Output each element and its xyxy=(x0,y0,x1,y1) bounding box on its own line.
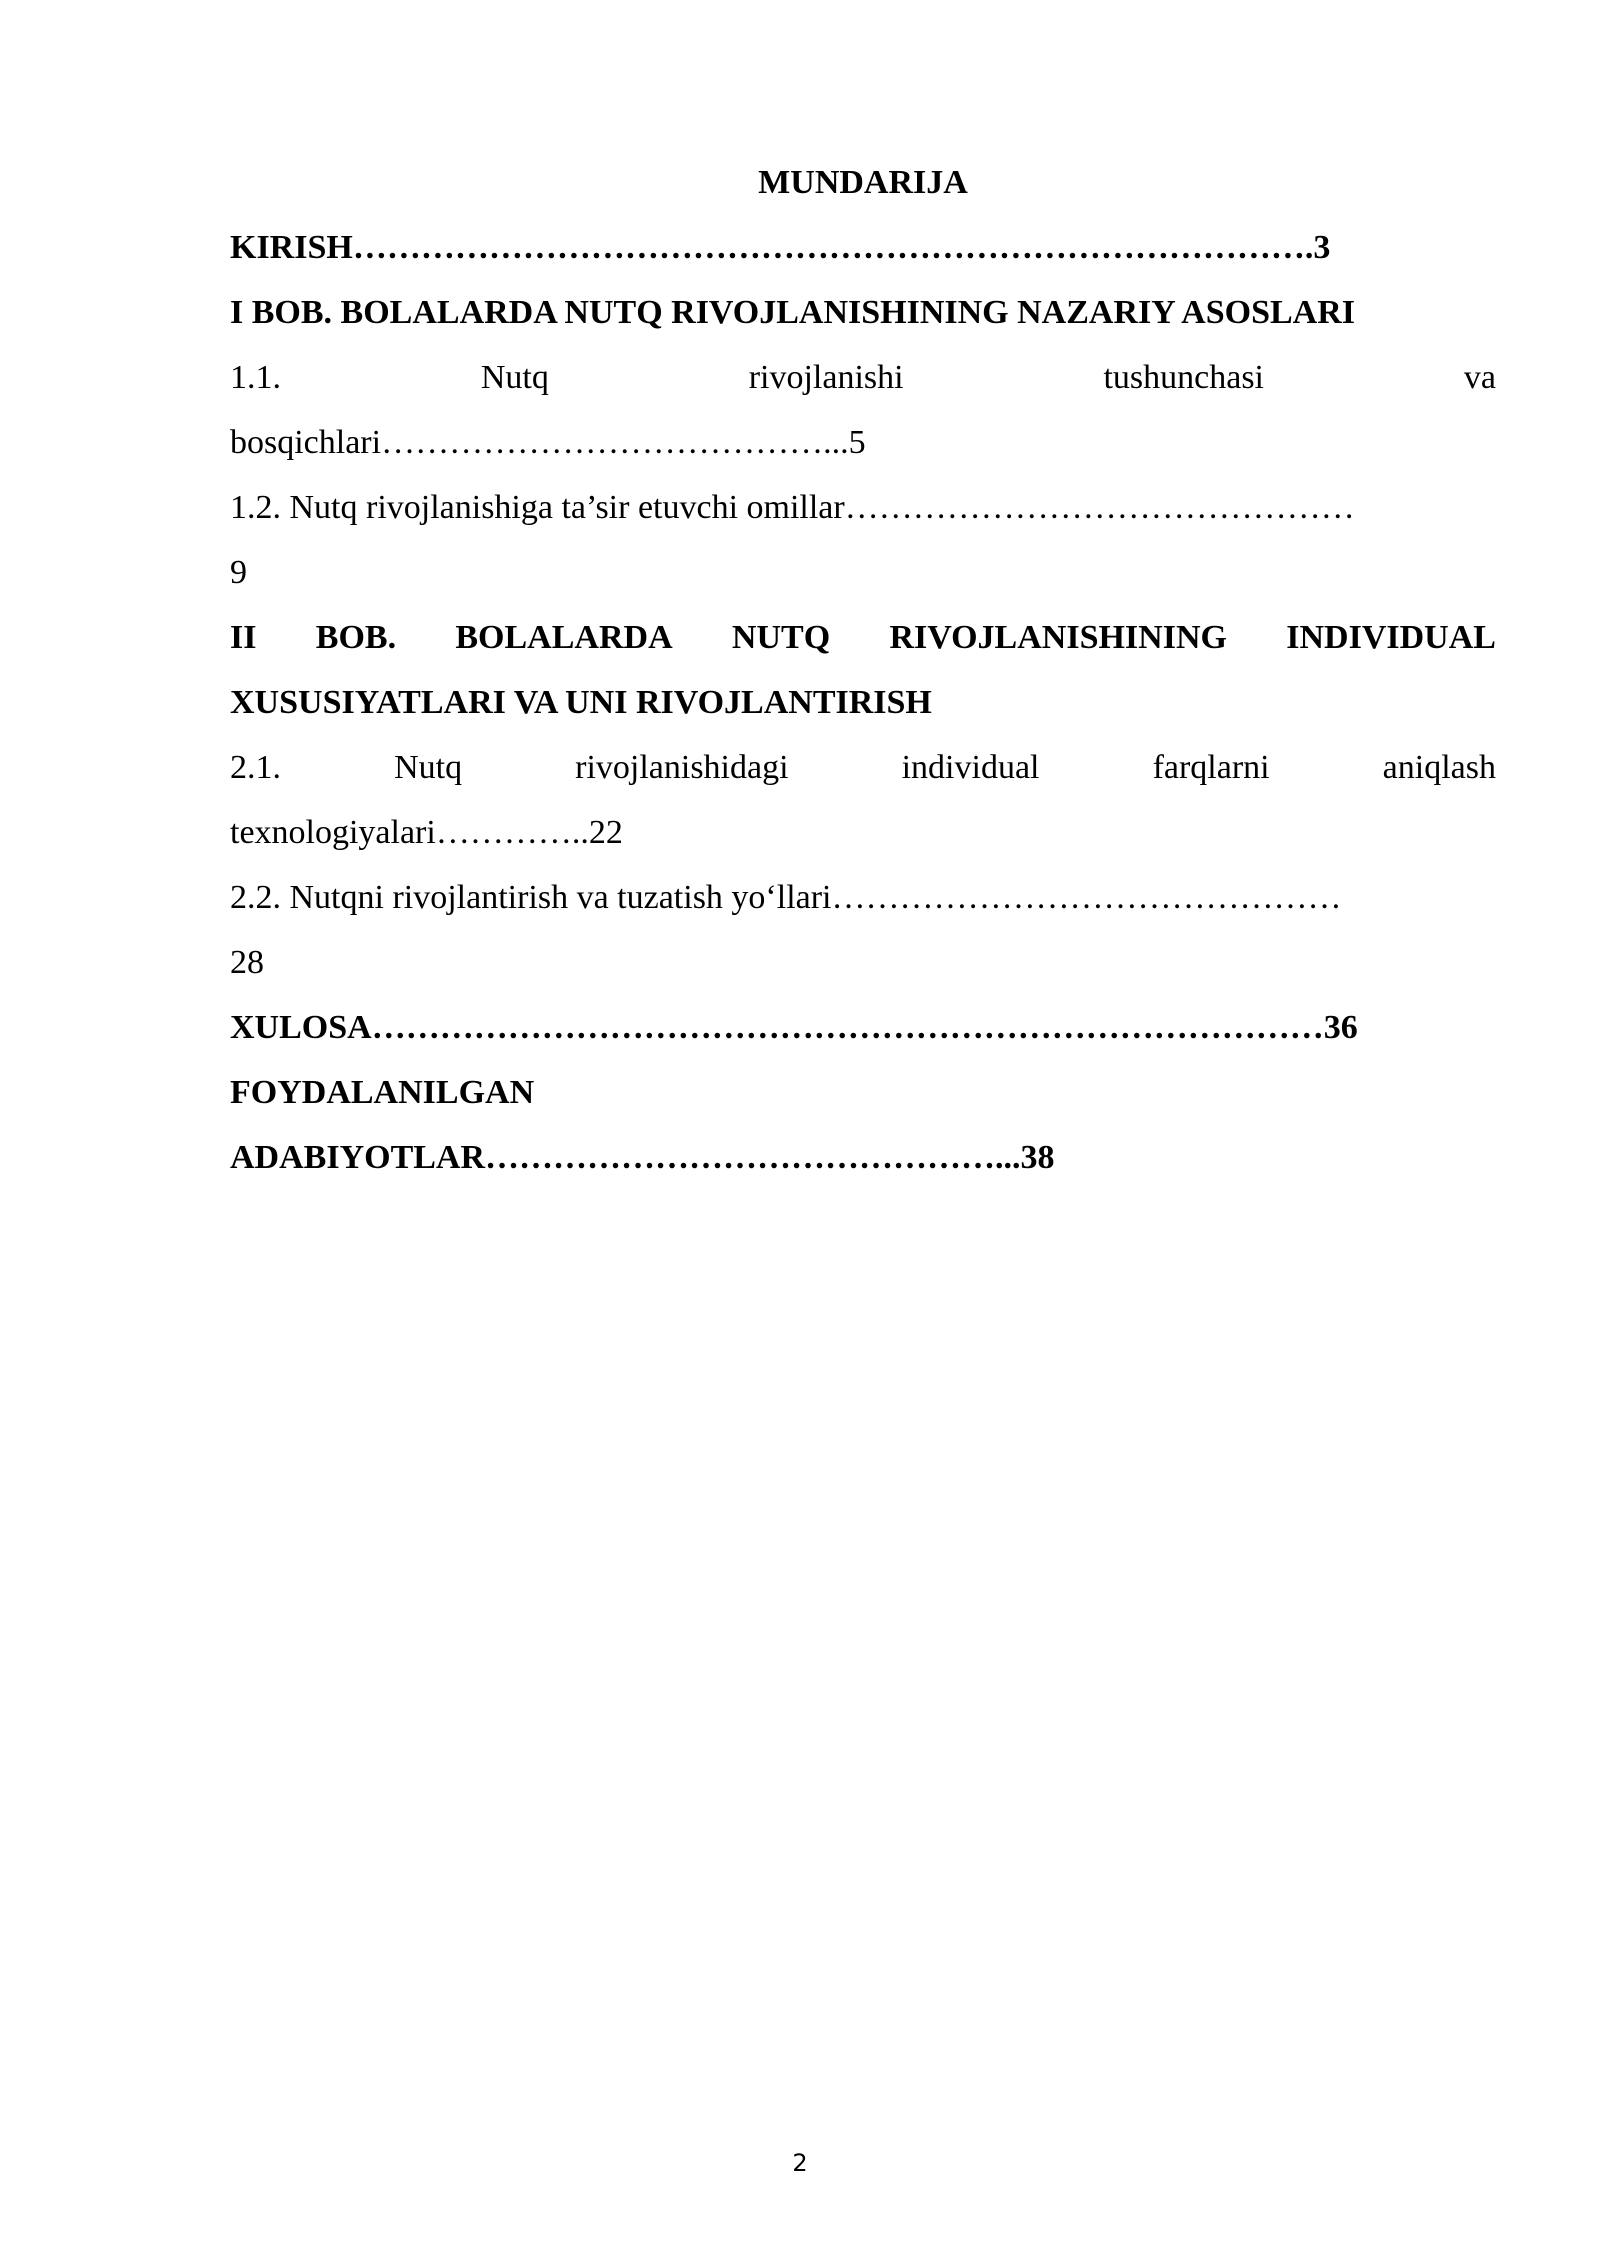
toc-chapter-2-heading-line-1 xyxy=(230,605,1496,670)
toc-word: 1.1. xyxy=(230,359,281,396)
toc-word: Nutq xyxy=(394,749,463,786)
toc-entry-xulosa: XULOSA…………………………………………………………………………36 xyxy=(230,1009,1358,1046)
toc-chapter-2-heading-line-2: XUSUSIYATLARI VA UNI RIVOJLANTIRISH xyxy=(230,684,932,721)
toc-word: NUTQ xyxy=(731,619,831,656)
toc-section-2-2-page: 28 xyxy=(230,944,264,981)
toc-section-2-2-line-1: 2.2. Nutqni rivojlantirish va tuzatish yo‘llari……………………………………… xyxy=(230,879,1342,916)
toc-references-line-1: FOYDALANILGAN xyxy=(230,1074,535,1111)
toc-references-line-2: ADABIYOTLAR………………………………………...38 xyxy=(230,1139,1055,1176)
toc-word: 2.1. xyxy=(230,749,281,786)
toc-section-1-2-line-1: 1.2. Nutq rivojlanishiga ta’sir etuvchi omillar……………………………………… xyxy=(230,489,1355,526)
toc-title: MUNDARIJA xyxy=(758,164,968,201)
toc-word: RIVOJLANISHINING xyxy=(889,619,1227,656)
toc-section-2-1-line-2: texnologiyalari…………..22 xyxy=(230,814,623,851)
table-of-contents xyxy=(230,150,1496,1190)
toc-chapter-1-heading: I BOB. BOLALARDA NUTQ RIVOJLANISHINING NAZARIY ASOSLARI xyxy=(230,294,1356,331)
toc-word: aniqlash xyxy=(1382,749,1496,786)
toc-word: rivojlanishi xyxy=(748,359,904,396)
toc-section-1-2-page: 9 xyxy=(230,554,247,591)
toc-word: BOB. xyxy=(315,619,397,656)
toc-word: BOLALARDA xyxy=(455,619,673,656)
toc-section-1-1-line-2: bosqichlari…………………………………...5 xyxy=(230,424,866,461)
toc-word: individual xyxy=(901,749,1040,786)
toc-word: tushunchasi xyxy=(1103,359,1265,396)
toc-word: farqlarni xyxy=(1152,749,1270,786)
toc-word: Nutq xyxy=(480,359,549,396)
toc-section-2-1-line-1 xyxy=(230,735,1496,800)
toc-section-1-1-line-1 xyxy=(230,345,1496,410)
toc-word: rivojlanishidagi xyxy=(575,749,789,786)
toc-word: INDIVIDUAL xyxy=(1286,619,1496,656)
toc-word: va xyxy=(1463,359,1496,396)
toc-entry-kirish: KIRISH………………………………………………………………………….3 xyxy=(230,229,1331,266)
toc-word: II xyxy=(230,619,257,656)
page-number: 2 xyxy=(792,2149,808,2177)
